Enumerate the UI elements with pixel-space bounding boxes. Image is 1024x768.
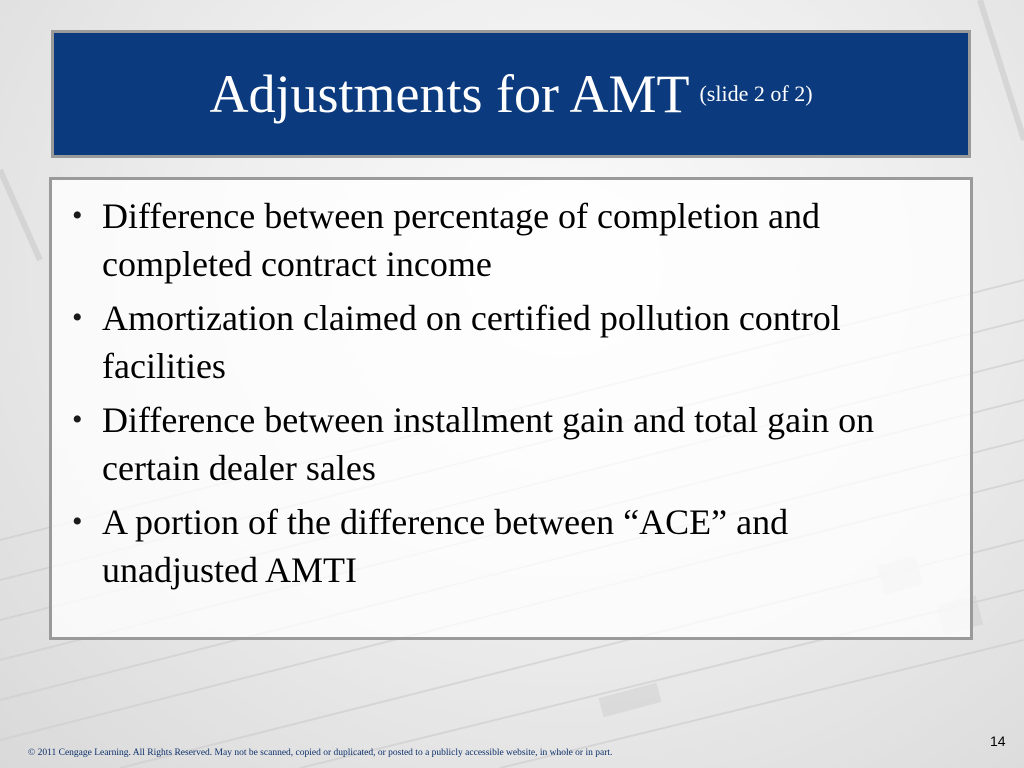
bullet-item <box>72 192 940 288</box>
bullet-dot-icon: • <box>72 403 83 436</box>
bullet-dot-icon: • <box>72 199 83 232</box>
bullet-item <box>72 396 940 492</box>
bullet-dot-icon: • <box>72 505 83 538</box>
bullet-text: Difference between percentage of completion and completed contract income <box>102 196 820 284</box>
title-banner <box>51 30 971 158</box>
slide-subtitle: (slide 2 of 2) <box>699 81 813 106</box>
bullet-list <box>52 180 970 594</box>
bullet-item <box>72 294 940 390</box>
copyright-footer: © 2011 Cengage Learning. All Rights Reserved. May not be scanned, copied or duplicated, or posted to a publicly accessible website, in whole or in part. <box>28 748 613 758</box>
page-number: 14 <box>990 733 1006 749</box>
bullet-text: Difference between installment gain and total gain on certain dealer sales <box>102 400 875 488</box>
bullet-text: A portion of the difference between “ACE” and unadjusted AMTI <box>102 502 789 590</box>
content-box <box>49 177 973 640</box>
bullet-text: Amortization claimed on certified pollution control facilities <box>102 298 841 386</box>
bullet-dot-icon: • <box>72 301 83 334</box>
slide-title: Adjustments for AMT <box>209 64 690 124</box>
bullet-item <box>72 498 940 594</box>
